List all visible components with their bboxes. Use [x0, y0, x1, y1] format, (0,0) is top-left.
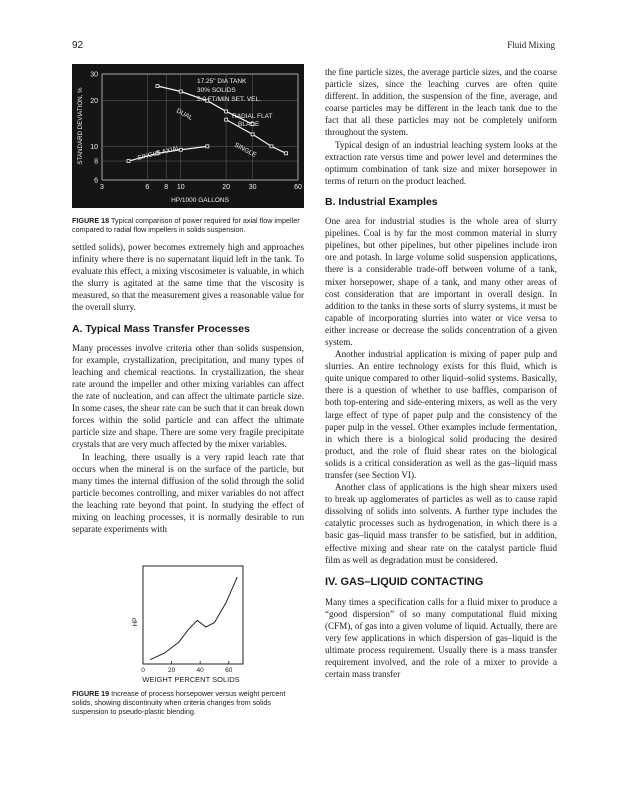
curve-label-single-axial: SINGLE AXIAL — [136, 144, 181, 162]
data-point — [225, 118, 228, 121]
data-point — [251, 133, 254, 136]
figure-18-caption-text: Typical comparison of power required for axial flow impeller compared to radial flow impellers in solids suspension. — [72, 216, 300, 235]
x-tick-label: 20 — [167, 667, 176, 674]
curve-label-single: SINGLE — [233, 141, 258, 159]
y-tick-label: 8 — [94, 158, 98, 166]
data-point — [270, 145, 273, 148]
x-tick-label: 6 — [145, 184, 150, 191]
figure-18-caption-label: FIGURE 18 — [72, 216, 110, 225]
x-tick-label: 60 — [294, 184, 302, 191]
paragraph: the fine particle sizes, the average particle sizes, and the coarse particle sizes, since the leaching curves are often quite different. In addition, the suspension of the fine, average, and coarse particles may be different in the leach tank due to the fact that all these particles may not be completely uniform throughout the system. — [325, 67, 557, 138]
data-point — [127, 160, 130, 163]
x-axis-label: WEIGHT PERCENT SOLIDS — [142, 675, 240, 684]
figure-19-caption — [72, 689, 304, 717]
paragraph: Many processes involve criteria other than solids suspension, for example, crystallization, precipitation, and many types of leaching and chemical reactions. In crystallization, the shear rate around the impeller and other mixing variables can affect the rate of nucleation, and can affect the ultimate particle size. In some cases, the shear rate can be such that it can break down forces within the solid particle and can affect the ultimate particle size and shape. There are some very fragile precipitate crystals that are very much affected by the mixer variables. — [72, 342, 304, 450]
figure-19 — [129, 564, 247, 684]
x-tick-label: 20 — [222, 184, 231, 191]
y-tick-label: 10 — [90, 143, 98, 151]
blade-label-1: RADIAL FLAT — [232, 113, 273, 120]
y-tick-label: 20 — [90, 98, 98, 106]
data-point — [206, 145, 209, 148]
section-heading-iv: IV. GAS–LIQUID CONTACTING — [325, 575, 484, 588]
x-tick-label: 30 — [248, 184, 257, 191]
section-heading-b: B. Industrial Examples — [325, 195, 438, 208]
data-point — [179, 90, 182, 93]
right-column — [325, 66, 557, 681]
y-axis-label: HP — [132, 617, 139, 627]
page-number: 92 — [72, 40, 84, 51]
paragraph: Many times a specification calls for a fluid mixer to produce a “good dispersion” of so many computational fluid mixing (CFM), of gas into a given volume of liquid. Actually, there are very few applications in which dispersion of gas–liquid is the ultimate process requirement. Usually there is a mass transfer requirement involved, and the role of a mixer to provide a certain mass transfer — [325, 596, 557, 680]
x-tick-label: 10 — [176, 184, 185, 191]
annotation-line-2: 30% SOLIDS — [197, 87, 236, 94]
data-point — [225, 110, 228, 113]
x-tick-label: 3 — [100, 184, 104, 191]
paragraph: One area for industrial studies is the whole area of slurry pipelines. Coal is by far the most common material in slurry pipelines, but other pipelines, but other pipelines include iron ore and potash. In large volume solid suspension applications, there is a considerable trade-off between volume of a tank, mixer horsepower, shape of a tank, and many other areas of cost consideration that are important in overall design. In addition to the tanks in these sorts of slurry systems, it must be capable of incorporating slurries into water or vice versa to either increase or decrease the solids concentration of a given system. — [325, 216, 557, 347]
data-point — [156, 85, 159, 88]
plot-frame — [143, 566, 243, 664]
paragraph: Another industrial application is mixing of paper pulp and slurries. An entire technology exists for this fluid, which is quite unique compared to other liquid–solid systems. Basically, there is a question of whether to use baffles, comparison of both top-entering and side-entering mixers, as well as the very large effect of type of paper pulp and the consistency of the paper pulp in the vessel. Other examples include fermentation, in which there is a biological solid producing the desired product, and the role of fluid shear rates on the biological solids is a critical consideration as well as the gas–liquid mass transfer (see Section VI). — [325, 349, 557, 480]
annotation-line-1: 17.25" DIA TANK — [197, 78, 247, 85]
y-tick-label: 30 — [90, 71, 98, 79]
blade-label-2: BLADE — [238, 121, 260, 128]
x-axis-label: HP/1000 GALLONS — [171, 197, 229, 204]
x-tick-label: 0 — [141, 667, 145, 674]
paragraph: Another class of applications is the high shear mixers used to break up agglomerates of particles as well as to cause rapid dissolving of solids into solvents. A further type includes the catalytic processes such as hydrogenation, in which there is a basic gas–liquid mass transfer to be satisfied, but in addition, effective mixing and shear rate on the catalyst particle fluid film as well as degradation must be considered. — [325, 482, 557, 565]
figure-19-caption-text: Increase of process horsepower versus weight percent solids, showing discontinuity when criteria changes from solids suspension to pseudo-plastic blending. — [72, 689, 286, 717]
hp-curve — [150, 577, 237, 660]
left-column-upper — [72, 241, 304, 535]
data-point — [285, 152, 288, 155]
running-title: Fluid Mixing — [507, 40, 555, 50]
y-tick-label: 6 — [94, 177, 98, 185]
x-tick-label: 60 — [225, 667, 233, 674]
figure-18 — [72, 64, 304, 208]
paragraph: settled solids), power becomes extremely high and approaches infinity where there is no supernatant liquid left in the tank. To evaluate this effect, a mixing viscosimeter is valuable, in which the slurry is agitated at the same time that the viscosity is measured, so that the measurement gives a reasonable value for the overall slurry. — [72, 242, 304, 313]
figure-18-caption — [72, 216, 304, 234]
y-axis-label: STANDARD DEVIATION, % — [77, 87, 84, 165]
x-tick-label: 8 — [164, 184, 169, 191]
curve-label-dual: DUAL — [175, 107, 194, 122]
x-tick-label: 40 — [196, 667, 204, 674]
figure-19-caption-label: FIGURE 19 — [72, 689, 110, 698]
paragraph: Typical design of an industrial leaching system looks at the extraction rate versus time and power level and determines the optimum combination of tank size and mixer horsepower in terms of return on the product leached. — [325, 139, 557, 186]
paragraph: In leaching, there usually is a very rapid leach rate that occurs when the mineral is on the surface of the particle, but many times the internal diffusion of the solid through the solid particle becomes controlling, and mixer variables do not affect the leaching rate beyond that point. In studying the effect of mixing on leaching processes, it is normally desirable to run separate experiments with — [72, 451, 304, 535]
annotation-line-3: 5.0 FT/MIN SET. VEL. — [197, 96, 261, 103]
section-heading-a: A. Typical Mass Transfer Processes — [72, 322, 250, 335]
